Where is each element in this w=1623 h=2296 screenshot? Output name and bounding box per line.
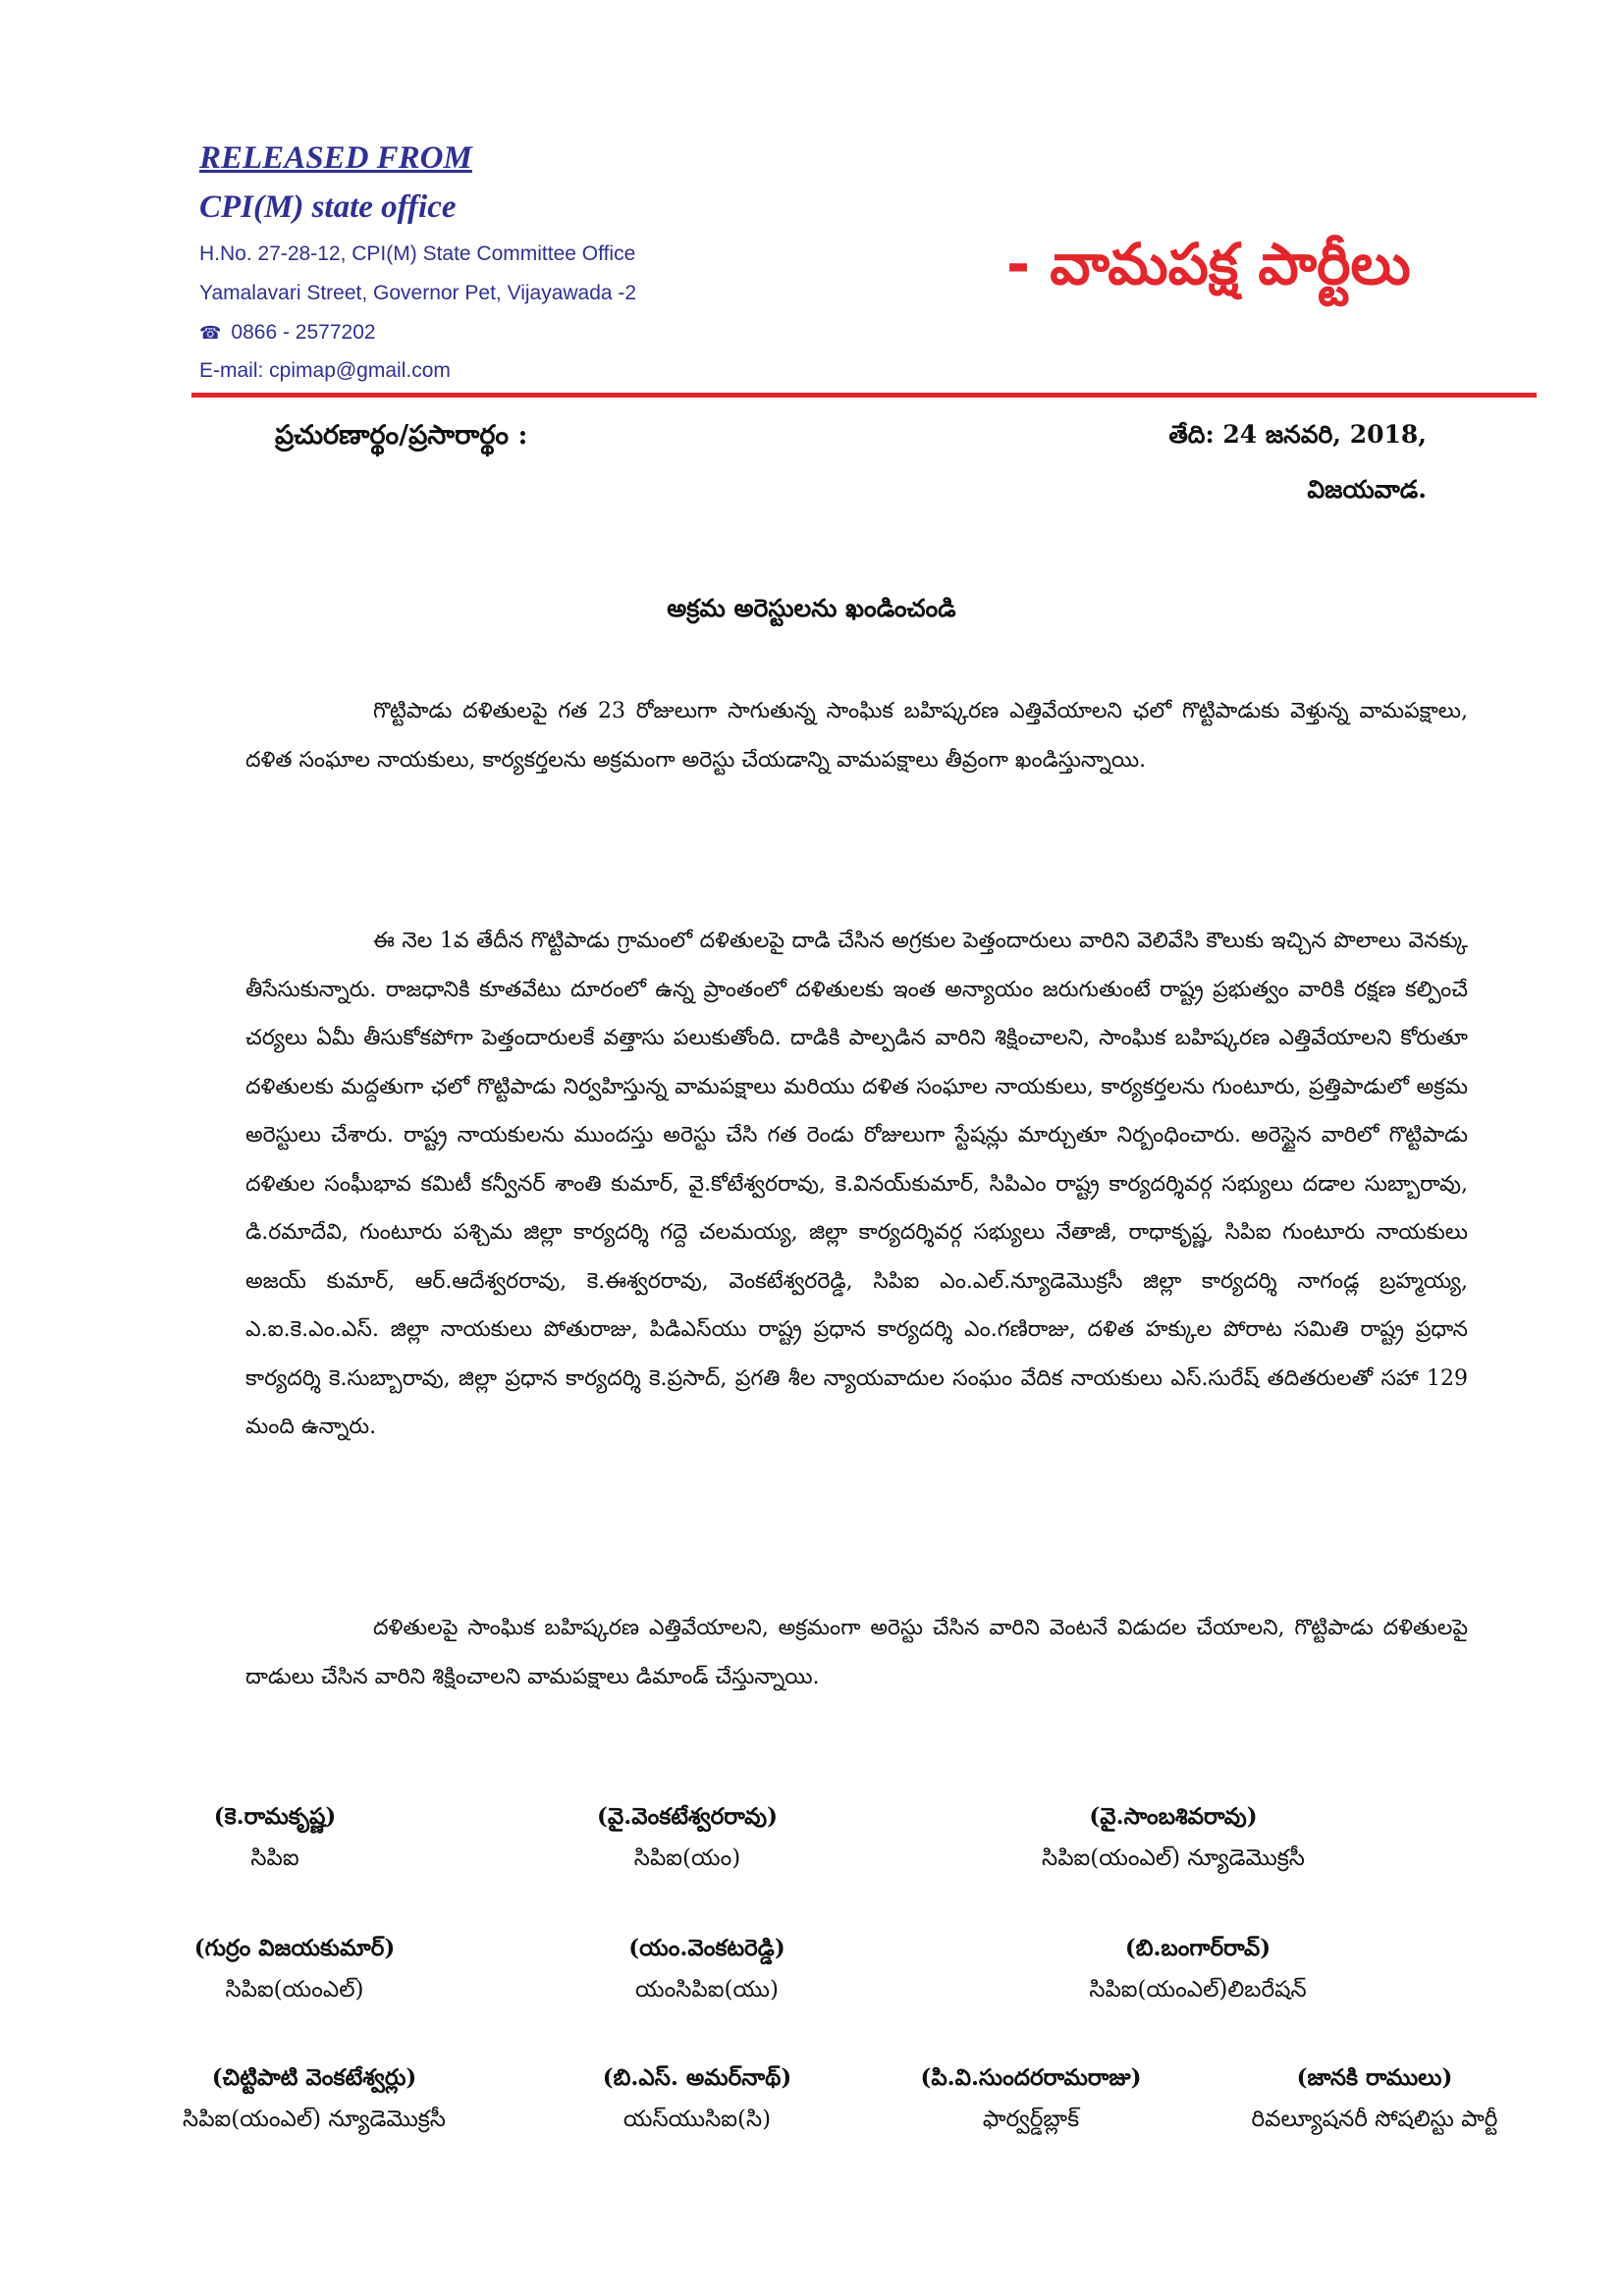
- released-from-heading: RELEASED FROM: [199, 140, 472, 176]
- signatory-party: సిపిఐ(యంఎల్): [225, 1977, 364, 2002]
- signatory-name: (వై.సాంబశివరావు): [1089, 1803, 1258, 1830]
- signatory-name: (పి.వి.సుందరరామరాజు): [920, 2064, 1142, 2091]
- signatory-name: (బి.బంగార్‌రావ్): [1124, 1935, 1271, 1961]
- paragraph-text: దళితులపై సాంఘిక బహిష్కరణ ఎత్తివేయాలని, అక్రమంగా అరెస్టు చేసిన వారిని వెంటనే విడుదల చేయాలని, గొట్టిపాడు దళితులపై దాడులు చేసిన వారిని శిక్షించాలని వామపక్షాలు డిమాండ్ చేస్తున్నాయి.: [245, 1616, 1468, 1689]
- address-line-1: H.No. 27-28-12, CPI(M) State Committee Office: [199, 242, 636, 265]
- signatory-6: [1001, 1928, 1394, 2010]
- email-line: E-mail: cpimap@gmail.com: [199, 359, 451, 382]
- signatory-party: యస్‌యుసిఐ(సి): [622, 2107, 772, 2132]
- signatory-9: [864, 2057, 1198, 2140]
- signatory-name: (వై.వెంకటేశ్వరరావు): [597, 1803, 778, 1830]
- place-label: విజయవాడ.: [1307, 475, 1427, 504]
- date-label: తేది: 24 జనవరి, 2018,: [1168, 420, 1427, 449]
- signatory-party: ఫార్వర్డ్‌బ్లాక్: [982, 2107, 1080, 2132]
- signatory-name: (యం.వెంకటరెడ్డి): [628, 1935, 785, 1961]
- signatory-name: (చిట్టిపాటి వెంకటేశ్వర్లు): [211, 2064, 417, 2091]
- signatory-party: సిపిఐ(యం): [633, 1845, 741, 1871]
- signatory-7: [108, 2057, 520, 2140]
- publication-label: ప్రచురణార్థం/ప్రసారార్థం :: [275, 420, 528, 451]
- signatory-name: (కె.రామకృష్ణ): [213, 1803, 337, 1830]
- signatory-1: [128, 1796, 422, 1879]
- signatory-party: సిపిఐ(యంఎల్)లిబరేషన్: [1089, 1977, 1307, 2002]
- signatory-3: [943, 1796, 1404, 1879]
- signatory-name: (గుర్రం విజయకుమార్): [193, 1935, 396, 1961]
- signatory-10: [1188, 2057, 1561, 2140]
- signatory-party: సిపిఐ(యంఎల్) న్యూడెమొక్రసీ: [183, 2107, 446, 2132]
- office-heading: CPI(M) state office: [199, 189, 457, 225]
- signatory-8: [550, 2057, 844, 2140]
- signatory-5: [530, 1928, 884, 2010]
- party-title: - వామపక్ష పార్టీలు: [1006, 231, 1411, 297]
- signatory-2: [511, 1796, 864, 1879]
- subject-heading: అక్రమ అరెస్టులను ఖండించండి: [667, 594, 956, 622]
- signatory-4: [128, 1928, 461, 2010]
- phone-icon: ☎: [199, 323, 222, 343]
- signatory-name: (జానకి రాములు): [1296, 2064, 1453, 2091]
- paragraph-1: [245, 687, 1468, 784]
- signatory-party: రివల్యూషనరీ సోషలిస్టు పార్టీ: [1251, 2107, 1498, 2132]
- signatory-party: సిపిఐ(యంఎల్) న్యూడెమొక్రసీ: [1042, 1845, 1305, 1871]
- header-divider: [191, 393, 1537, 398]
- paragraph-2: [245, 917, 1468, 1452]
- signatory-party: యంసిపిఐ(యు): [635, 1977, 779, 2002]
- phone-line: [199, 321, 376, 345]
- signatory-party: సిపిఐ: [250, 1845, 299, 1871]
- address-line-2: Yamalavari Street, Governor Pet, Vijayawada -2: [199, 282, 637, 304]
- paragraph-text: గొట్టిపాడు దళితులపై గత 23 రోజులుగా సాగుతున్న సాంఘిక బహిష్కరణ ఎత్తివేయాలని ఛలో గొట్టిపాడుకు వెళ్తున్న వామపక్షాలు, దళిత సంఘాల నాయకులు, కార్యకర్తలను అక్రమంగా అరెస్టు చేయడాన్ని వామపక్షాలు తీవ్రంగా ఖండిస్తున్నాయి.: [245, 699, 1468, 773]
- paragraph-3: [245, 1604, 1468, 1701]
- signatory-name: (బి.ఎస్. అమర్‌నాథ్): [602, 2064, 792, 2091]
- paragraph-text: ఈ నెల 1వ తేదీన గొట్టిపాడు గ్రామంలో దళితులపై దాడి చేసిన అగ్రకుల పెత్తందారులు వారిని వెలివేసి కౌలుకు ఇచ్చిన పొలాలు వెనక్కు తీసేసుకున్నారు. రాజధానికి కూతవేటు దూరంలో ఉన్న ప్రాంతంలో దళితులకు ఇంత అన్యాయం జరుగుతుంటే రాష్ట్ర ప్రభుత్వం వారికి రక్షణ కల్పించే చర్యలు ఏమీ తీసుకోకపోగా పెత్తందారులకే వత్తాసు పలుకుతోంది. దాడికి పాల్పడిన వారిని శిక్షించాలని, సాంఘిక బహిష్కరణ ఎత్తివేయాలని కోరుతూ దళితులకు మద్దతుగా ఛలో గొట్టిపాడు నిర్వహిస్తున్న వామపక్షాలు మరియు దళిత సంఘాల నాయకులు, కార్యకర్తలను గుంటూరు, ప్రత్తిపాడులో అక్రమ అరెస్టులు చేశారు. రాష్ట్ర నాయకులను ముందస్తు అరెస్టు చేసి గత రెండు రోజులుగా స్టేషన్లు మార్చుతూ నిర్బంధించారు. అరెస్టైన వారిలో గొట్టిపాడు దళితుల సంఘీభావ కమిటీ కన్వీనర్ శాంతి కుమార్, వై.కోటేశ్వరరావు, కె.వినయ్‌కుమార్, సిపిఎం రాష్ట్ర కార్యదర్శివర్గ సభ్యులు దడాల సుబ్బారావు, డి.రమాదేవి, గుంటూరు పశ్చిమ జిల్లా కార్యదర్శి గద్దె చలమయ్య, జిల్లా కార్యదర్శివర్గ సభ్యులు నేతాజీ, రాధాకృష్ణ, సిపిఐ గుంటూరు నాయకులు అజయ్ కుమార్, ఆర్.ఆదేశ్వరరావు, కె.ఈశ్వరరావు, వెంకటేశ్వరరెడ్డి, సిపిఐ ఎం.ఎల్.న్యూడెమొక్రసీ జిల్లా కార్యదర్శి నాగండ్ల బ్రహ్మయ్య, ఎ.ఐ.కె.ఎం.ఎస్. జిల్లా నాయకులు పోతురాజు, పిడిఎస్‌యు రాష్ట్ర ప్రధాన కార్యదర్శి ఎం.గణిరాజు, దళిత హక్కుల పోరాట సమితి రాష్ట్ర ప్రధాన కార్యదర్శి కె.సుబ్బారావు, జిల్లా ప్రధాన కార్యదర్శి కె.ప్రసాద్, ప్రగతి శీల న్యాయవాదుల సంఘం వేదిక నాయకులు ఎస్.సురేష్ తదితరులతో సహా 129 మంది ఉన్నారు.: [245, 929, 1468, 1439]
- phone-number: 0866 - 2577202: [231, 321, 376, 344]
